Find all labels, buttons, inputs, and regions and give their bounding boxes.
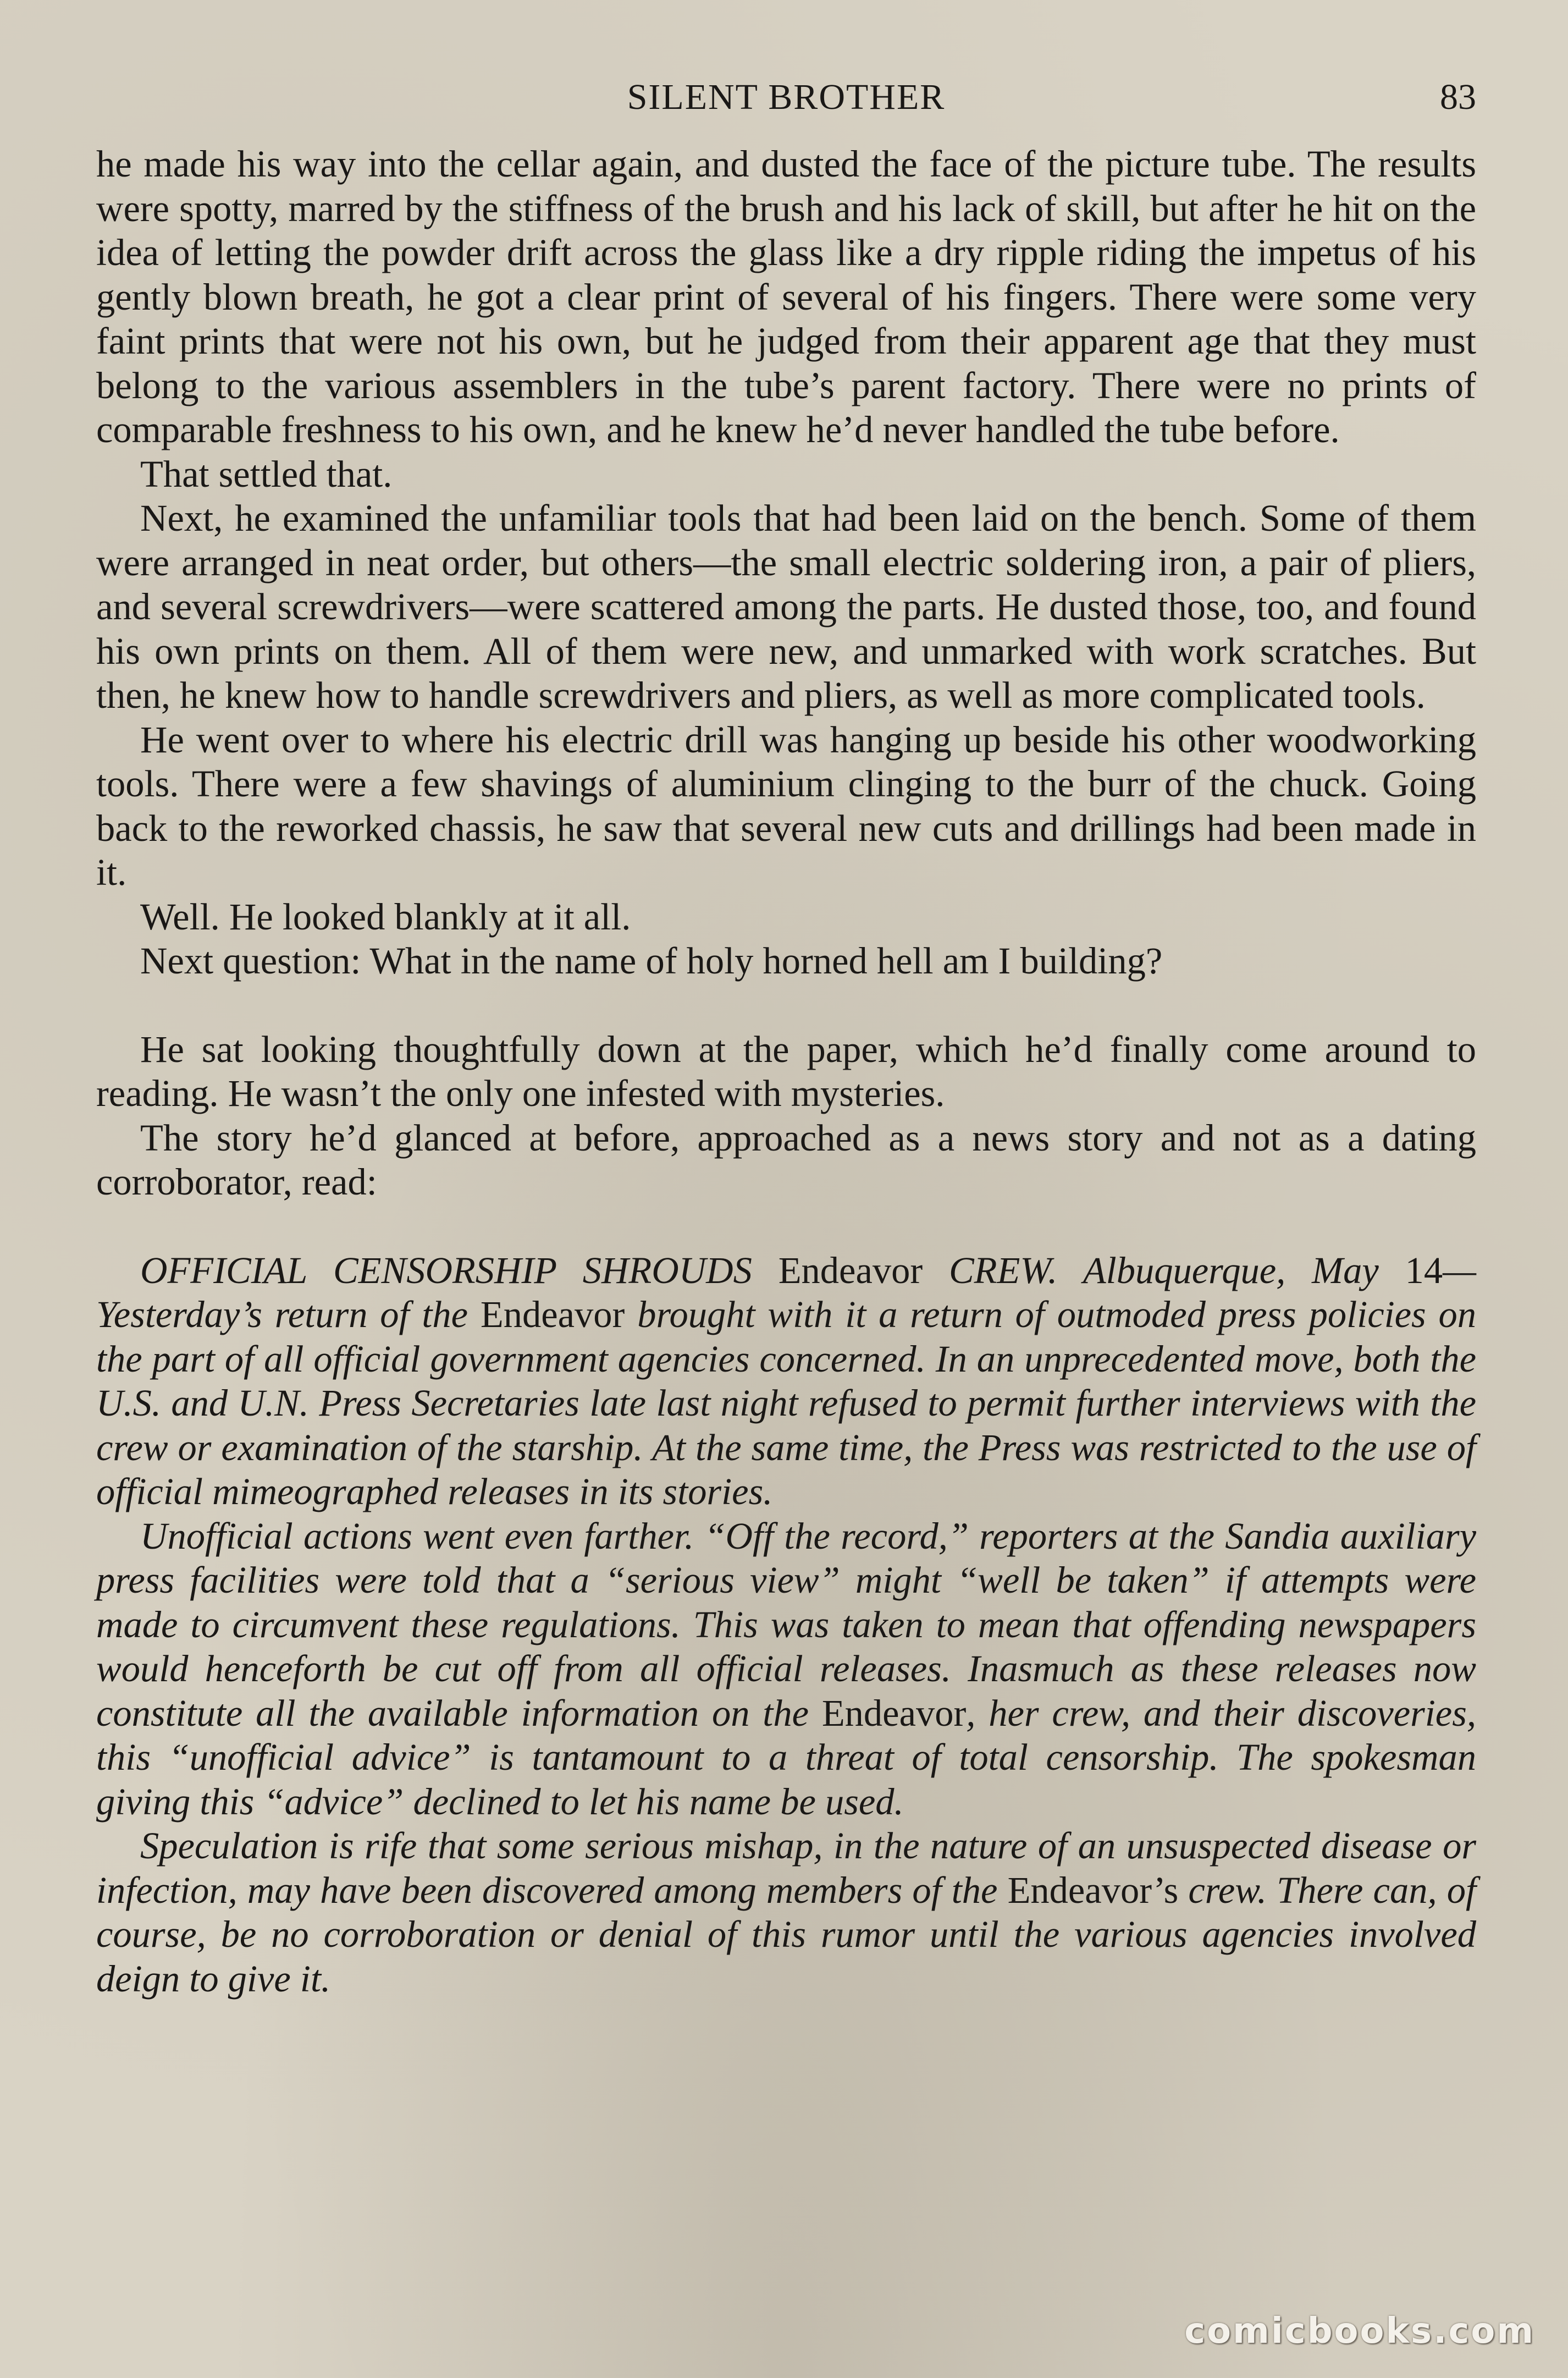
report-text: , her crew, and their discoveries, this “unofficial advice” is tantamount to a threat of total censorship. The spokesman giving this “advice” declined to let his name be used.	[96, 1692, 1476, 1823]
report-text: crew. There can, of course, be no corroboration or denial of this rumor until the various agencies involved deign to give it.	[96, 1869, 1476, 2000]
body-text	[96, 142, 1476, 2001]
paragraph-4: He went over to where his electric drill was hanging up beside his other woodworking tools. There were a few shavings of aluminium clinging to the burr of the chuck. Going back to the reworked chassis, he saw that several new cuts and drillings had been made in it.	[96, 718, 1476, 893]
running-head	[96, 73, 1476, 122]
news-report-paragraph-2	[96, 1514, 1476, 1824]
paragraph-8: The story he’d glanced at before, approached as a news story and not as a dating corroborator, read:	[96, 1116, 1476, 1203]
report-text: Speculation is rife that some serious mishap, in the nature of an unsuspected disease or infection, may have been discovered among members of the	[96, 1825, 1476, 1911]
report-text: Unofficial actions went even farther. “Off the record,” reporters at the Sandia auxiliary press facilities were told that a “serious view” might “well be taken” if attempts were made to circumvent these regulations. This was taken to mean that offending newspapers would henceforth be cut off from all official releases. Inasmuch as these releases now constitute all the available information on the	[96, 1515, 1476, 1734]
paragraph-2: That settled that.	[140, 453, 393, 495]
running-title: SILENT BROTHER	[627, 77, 946, 117]
news-report-paragraph-3	[96, 1824, 1476, 2001]
report-date-number: 14	[1405, 1249, 1443, 1291]
paragraph-7: He sat looking thoughtfully down at the paper, which he’d finally come around to reading. He wasn’t the only one infested with mysteries.	[96, 1028, 1476, 1114]
report-text: CREW. Albuquerque, May	[948, 1249, 1405, 1291]
page-number: 83	[1440, 77, 1476, 117]
ship-name: Endeavor’s	[1007, 1869, 1179, 1911]
paragraph-1: he made his way into the cellar again, and dusted the face of the picture tube. The results were spotty, marred by the stiffness of the brush and his lack of skill, but after he hit on the idea of letting the powder drift across the glass like a dry ripple riding the impetus of his gently blown breath, he got a clear print of several of his fingers. There were some very faint prints that were not his own, but he judged from their apparent age that they must belong to the various assemblers in the tube’s parent factory. There were no prints of comparable freshness to his own, and he knew he’d never handled the tube before.	[96, 143, 1476, 450]
watermark: comicbooks.com	[1184, 2311, 1535, 2352]
ship-name: Endeavor	[821, 1692, 967, 1734]
report-headline: OFFICIAL CENSORSHIP SHROUDS	[140, 1249, 752, 1291]
news-report-paragraph-1	[96, 1248, 1476, 1514]
ship-name: Endeavor	[752, 1249, 949, 1291]
ship-name: Endeavor	[480, 1293, 625, 1335]
paragraph-6: Next question: What in the name of holy horned hell am I building?	[140, 940, 1163, 982]
report-text: —Yesterday’s return of the	[96, 1249, 1476, 1335]
paragraph-5: Well. He looked blankly at it all.	[140, 895, 631, 938]
report-text: brought with it a return of outmoded press policies on the part of all official government agencies concerned. In an unprecedented move, both the U.S. and U.N. Press Secretaries late last night refused to permit further interviews with the crew or examination of the starship. At the same time, the Press was restricted to the use of official mimeographed releases in its stories.	[96, 1293, 1477, 1512]
paragraph-3: Next, he examined the unfamiliar tools that had been laid on the bench. Some of them were arranged in neat order, but others—the small electric soldering iron, a pair of pliers, and several screwdrivers—were scattered among the parts. He dusted those, too, and found his own prints on them. All of them were new, and unmarked with work scratches. But then, he knew how to handle screwdrivers and pliers, as well as more complicated tools.	[96, 497, 1476, 716]
